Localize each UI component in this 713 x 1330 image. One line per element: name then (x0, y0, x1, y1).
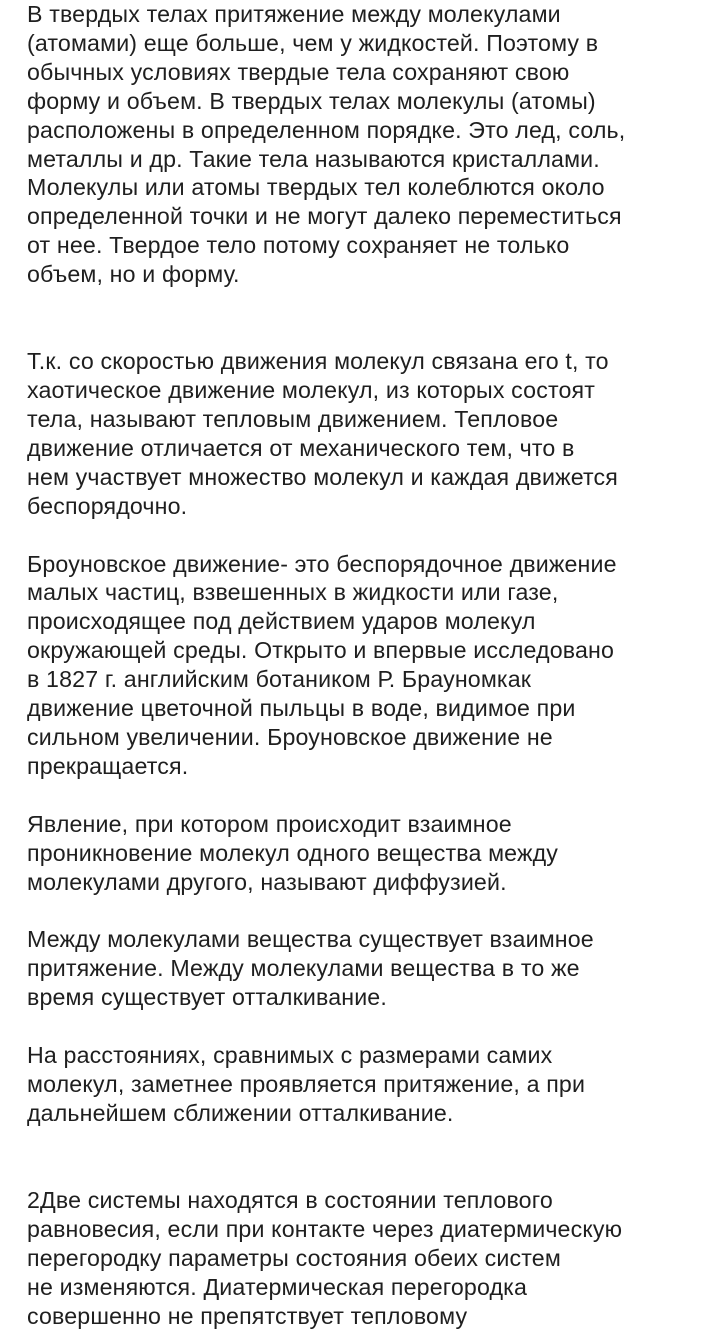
paragraph-solids: В твердых телах притяжение между молекулами (атомами) еще больше, чем у жидкостей. Поэтому в обычных условиях твердые тела сохраняют свою форму и объем. В твердых телах молекулы (атомы) расположены в определенном порядке. Это лед, соль, металлы и др. Такие тела называются кристаллами. Молекулы или атомы твердых тел колеблются около определенной точки и не могут далеко переместиться от нее. Твердое тело потому сохраняет не только объем, но и форму. (27, 1, 626, 288)
paragraph-distance-effects: На расстояниях, сравнимых с размерами самих молекул, заметнее проявляется притяжение, а при дальнейшем сближении отталкивание. (27, 1042, 586, 1126)
paragraph-attraction-repulsion: Между молекулами вещества существует взаимное притяжение. Между молекулами вещества в то же время существует отталкивание. (27, 926, 594, 1011)
paragraph-diffusion: Явление, при котором происходит взаимное проникновение молекул одного вещества между молекулами другого, называют диффузией. (27, 810, 559, 895)
paragraph-brownian-motion: Броуновское движение- это беспорядочное движение малых частиц, взвешенных в жидкости или газе, происходящее под действием ударов молекул окружающей среды. Открыто и впервые исследовано в 1827 г. английским ботаником Р. Брауномкак движение цветочной пыльцы в воде, видимое при сильном увеличении. Броуновское движение не прекращается. (27, 550, 617, 779)
document-text (27, 0, 707, 1330)
paragraph-thermal-motion: Т.к. со скоростью движения молекул связана его t, то хаотическое движение молекул, из которых состоят тела, называют тепловым движением. Тепловое движение отличается от механического тем, что в нем участвует множество молекул и каждая движется беспорядочно. (27, 348, 618, 519)
paragraph-thermal-equilibrium: 2Две системы находятся в состоянии теплового равновесия, если при контакте через диатермическую перегородку параметры состояния обеих систем не изменяются. Диатермическая перегородка совершенно не препятствует тепловому (27, 1186, 623, 1329)
